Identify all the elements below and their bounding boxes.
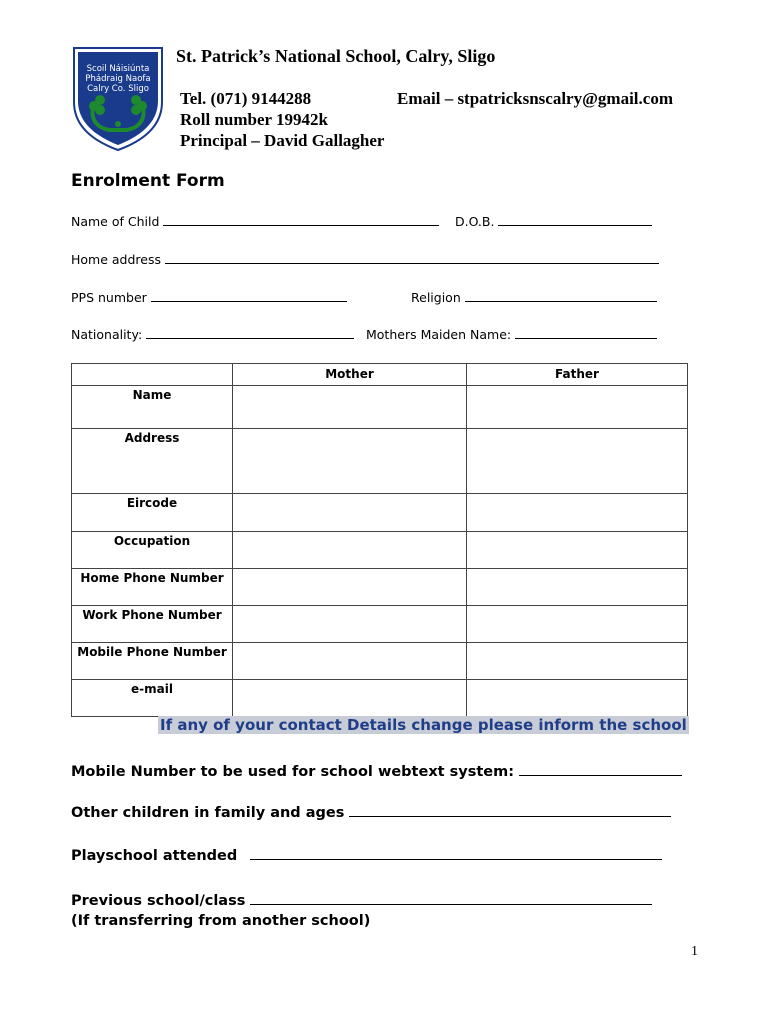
child-name-field[interactable] (71, 214, 439, 229)
playschool-line[interactable] (250, 846, 662, 860)
dob-line[interactable] (498, 214, 652, 226)
father-address-cell[interactable] (467, 429, 688, 494)
school-telephone: Tel. (071) 9144288 (180, 89, 312, 108)
playschool-label: Playschool attended (71, 848, 238, 864)
dob-label: D.O.B. (455, 214, 495, 229)
mothers-maiden-name-field[interactable] (366, 327, 657, 342)
pps-number-label: PPS number (71, 290, 147, 305)
mother-work-phone-cell[interactable] (233, 606, 467, 643)
crest-text-line-1: Scoil Náisiúnta (86, 64, 150, 74)
home-address-line[interactable] (165, 252, 659, 264)
header-mother: Mother (233, 364, 467, 386)
previous-school-field[interactable] (71, 891, 652, 909)
table-header-row (72, 364, 688, 386)
father-home-phone-cell[interactable] (467, 569, 688, 606)
table-row (72, 643, 688, 680)
previous-school-label: Previous school/class (71, 893, 246, 909)
mothers-maiden-name-line[interactable] (515, 327, 657, 339)
religion-line[interactable] (465, 290, 657, 302)
row-label-work-phone: Work Phone Number (72, 606, 233, 643)
mother-name-cell[interactable] (233, 386, 467, 429)
father-occupation-cell[interactable] (467, 532, 688, 569)
mother-email-cell[interactable] (233, 680, 467, 717)
mobile-webtext-label: Mobile Number to be used for school webtext system: (71, 764, 515, 780)
mother-eircode-cell[interactable] (233, 494, 467, 532)
principal-name: Principal – David Gallagher (180, 131, 385, 150)
child-name-label: Name of Child (71, 214, 160, 229)
contact-change-notice: If any of your contact Details change please inform the school (160, 716, 687, 734)
religion-field[interactable] (411, 290, 657, 305)
father-name-cell[interactable] (467, 386, 688, 429)
dob-field[interactable] (455, 214, 652, 229)
transfer-note: (If transferring from another school) (71, 913, 371, 929)
parents-details-table (71, 363, 688, 717)
playschool-field[interactable] (71, 846, 662, 864)
nationality-line[interactable] (146, 327, 354, 339)
father-mobile-phone-cell[interactable] (467, 643, 688, 680)
pps-number-field[interactable] (71, 290, 347, 305)
row-label-occupation: Occupation (72, 532, 233, 569)
father-eircode-cell[interactable] (467, 494, 688, 532)
school-name: St. Patrick’s National School, Calry, Sligo (176, 46, 496, 66)
table-row (72, 386, 688, 429)
father-work-phone-cell[interactable] (467, 606, 688, 643)
other-children-line[interactable] (349, 803, 671, 817)
roll-number: Roll number 19942k (180, 110, 328, 129)
mothers-maiden-name-label: Mothers Maiden Name: (366, 327, 512, 342)
mobile-webtext-field[interactable] (71, 762, 682, 780)
other-children-label: Other children in family and ages (71, 805, 345, 821)
father-email-cell[interactable] (467, 680, 688, 717)
table-row (72, 494, 688, 532)
home-address-field[interactable] (71, 252, 659, 267)
religion-label: Religion (411, 290, 461, 305)
child-name-line[interactable] (163, 214, 439, 226)
row-label-name: Name (72, 386, 233, 429)
school-email: Email – stpatricksnscalry@gmail.com (397, 89, 673, 108)
mother-home-phone-cell[interactable] (233, 569, 467, 606)
row-label-eircode: Eircode (72, 494, 233, 532)
mother-address-cell[interactable] (233, 429, 467, 494)
crest-text-line-2: Phádraig Naofa (85, 74, 151, 84)
mobile-webtext-line[interactable] (519, 762, 682, 776)
row-label-address: Address (72, 429, 233, 494)
row-label-mobile-phone: Mobile Phone Number (72, 643, 233, 680)
table-row (72, 569, 688, 606)
other-children-field[interactable] (71, 803, 671, 821)
school-crest-logo (70, 44, 166, 152)
table-row (72, 429, 688, 494)
nationality-label: Nationality: (71, 327, 143, 342)
home-address-label: Home address (71, 252, 161, 267)
nationality-field[interactable] (71, 327, 354, 342)
row-label-email: e-mail (72, 680, 233, 717)
previous-school-line[interactable] (250, 891, 652, 905)
table-row (72, 680, 688, 717)
crest-text-line-3: Calry Co. Sligo (87, 84, 149, 94)
mother-occupation-cell[interactable] (233, 532, 467, 569)
table-row (72, 606, 688, 643)
pps-number-line[interactable] (151, 290, 347, 302)
header-blank-cell (72, 364, 233, 386)
header-father: Father (467, 364, 688, 386)
form-title: Enrolment Form (71, 171, 225, 191)
row-label-home-phone: Home Phone Number (72, 569, 233, 606)
mother-mobile-phone-cell[interactable] (233, 643, 467, 680)
page-number: 1 (691, 944, 698, 959)
table-row (72, 532, 688, 569)
